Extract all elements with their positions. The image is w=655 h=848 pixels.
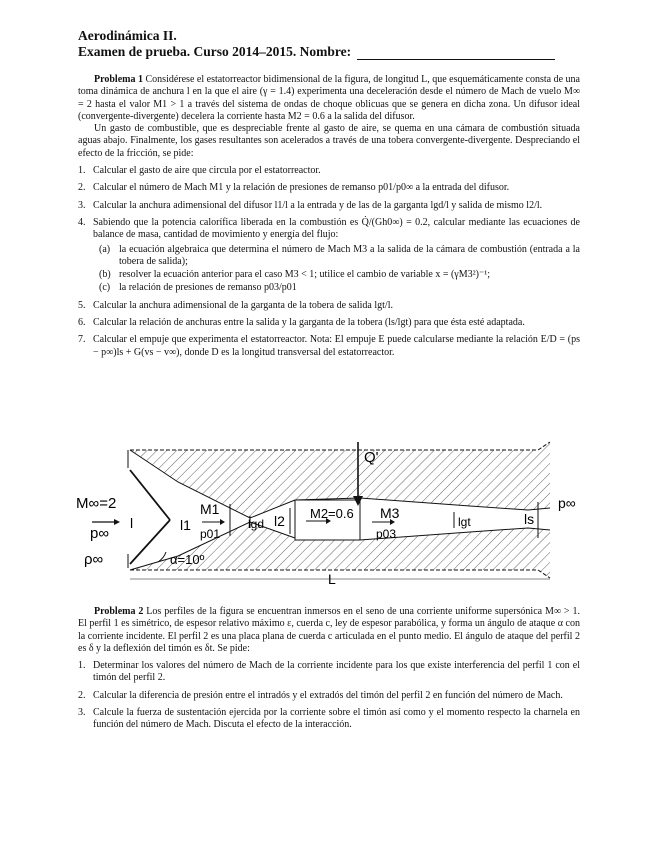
label-p-out: p∞: [558, 495, 576, 511]
question-text: Calcular la anchura adimensional de la garganta de la tobera de salida lgt/l.: [93, 299, 393, 311]
problem-1-intro2: Un gasto de combustible, que es despreciable frente al gasto de aire, se quema en una cámara de combustión situada aguas abajo. Finalmente, los gases resultantes son acelerados a través de una tobera convergente-divergente. Despreciando el efecto de la fricción, se pide:: [78, 123, 580, 159]
question-number: 6.: [78, 317, 86, 329]
problem-1: [78, 74, 580, 359]
sub-question-marker: (b): [99, 269, 111, 281]
question-text: Calcular la relación de anchuras entre la salida y la garganta de la tobera (ls/lgt) para que ésta esté adaptada.: [93, 317, 525, 329]
question-item: [78, 707, 580, 732]
oblique-shock-upper-2: [130, 520, 170, 564]
label-length: L: [328, 571, 336, 587]
sub-question-marker: (a): [99, 243, 111, 255]
label-q: Q': [364, 449, 379, 466]
question-number: 2.: [78, 182, 86, 194]
exam-header: [78, 28, 580, 60]
label-lgd: lgd: [248, 517, 265, 531]
ramjet-figure: [70, 438, 590, 588]
sub-question-text: la ecuación algebraica que determina el número de Mach M3 a la salida de la cámara de combustión (entrada a la tobera de salida);: [119, 243, 580, 267]
flow-arrow-diffuser-head: [220, 519, 225, 525]
exam-subtitle: Examen de prueba. Curso 2014–2015. Nombre:: [78, 44, 352, 59]
sub-question-text: la relación de presiones de remanso p03/p01: [119, 282, 297, 294]
question-number: 7.: [78, 334, 86, 346]
question-item: [78, 217, 580, 295]
label-ls: ls: [524, 511, 535, 527]
sub-question-item: [93, 269, 580, 281]
sub-question-item: [93, 282, 580, 294]
sub-questions: [93, 244, 580, 295]
problem-1-label: Problema 1: [94, 74, 143, 85]
problem-2-questions: [78, 660, 580, 731]
question-item: [78, 165, 580, 177]
question-text: Calcular el gasto de aire que circula por el estatorreactor.: [93, 165, 321, 177]
problem-2: [78, 606, 580, 732]
question-number: 3.: [78, 199, 86, 211]
problem-2-intro: [78, 606, 580, 655]
question-item: [78, 690, 580, 702]
sub-question-marker: (c): [99, 282, 111, 294]
label-rho-inf: ρ∞: [84, 551, 104, 568]
lower-wall-outline: [130, 570, 550, 578]
label-lgt: lgt: [458, 515, 471, 529]
label-p03: p03: [376, 527, 397, 541]
sub-question-text: resolver la ecuación anterior para el caso M3 < 1; utilice el cambio de variable x = (γM3²)⁻¹;: [119, 269, 490, 281]
label-p01: p01: [200, 527, 221, 541]
exam-page: [78, 28, 580, 359]
question-text: Calcular la diferencia de presión entre el intradós y el extradós del timón del perfil 2 en función del número de Mach.: [93, 689, 563, 701]
problem-1-questions: [78, 165, 580, 359]
question-number: 5.: [78, 299, 86, 311]
question-item: [78, 300, 580, 312]
question-item: [78, 334, 580, 359]
label-m2: M2=0.6: [310, 506, 354, 521]
flow-arrow-inlet-head: [114, 519, 120, 525]
problem-2-statement: Los perfiles de la figura se encuentran inmersos en el seno de una corriente uniforme supersónica M∞ > 1. El perfil 1 es simétrico, de espesor relativo máximo ε, cuerda c, ley de espesor parabólica, y forma un ángulo de ataque α con la corriente incidente. El perfil 2 es una placa plana de cuerda c articulada en el punto medio. El ángulo de ataque del perfil 2 es δ y la deflexión del timón es δt. Se pide:: [78, 606, 580, 654]
course-title: Aerodinámica II.: [78, 28, 177, 43]
question-text: Determinar los valores del número de Mach de la corriente incidente para los que existe interferencia del perfil 1 con el timón del perfil 2.: [93, 660, 580, 684]
label-m1: M1: [200, 501, 220, 517]
question-text: Calcular el número de Mach M1 y la relación de presiones de remanso p01/p0∞ a la entrada del difusor.: [93, 182, 510, 194]
question-number: 4.: [78, 216, 86, 228]
question-number: 1.: [78, 660, 86, 672]
question-item: [78, 317, 580, 329]
label-m3: M3: [380, 505, 400, 521]
label-alpha: α=10º: [170, 552, 205, 567]
problem-1-statement: Considérese el estatorreactor bidimensional de la figura, de longitud L, que esquemáticamente consta de una toma dinámica de anchura l en la que el aire (γ = 1.4) experimenta una deceleración desde el número de Mach de vuelo M∞ = 2 hasta el valor M1 > 1 a través del sistema de ondas de choque oblicuas que se genera en dicha zona. Un difusor ideal (convergente-divergente) decelera la corriente hasta M2 = 0.6 a la salida del difusor.: [78, 74, 580, 122]
label-p-inf: p∞: [90, 525, 110, 542]
question-text: Calcule la fuerza de sustentación ejercida por la corriente sobre el timón así como y el momento respecto la charnela en función del número de Mach. Discuta el efecto de la interacción.: [93, 707, 580, 731]
ramjet-diagram: [70, 438, 590, 588]
label-l: l: [130, 515, 134, 531]
label-m-inf: M∞=2: [76, 495, 117, 512]
label-l2: l2: [274, 513, 285, 529]
question-text: Sabiendo que la potencia calorífica liberada en la combustión es Q̇/(Gh0∞) = 0.2, calcular mediante las ecuaciones de balance de masa, cantidad de movimiento y energía del flujo:: [93, 216, 580, 241]
question-text: Calcular la anchura adimensional del difusor l1/l a la entrada y de las de la garganta lgd/l y salida de mismo l2/l.: [93, 199, 543, 211]
upper-wall-outline: [130, 442, 550, 450]
question-text: Calcular el empuje que experimenta el estatorreactor. Nota: El empuje E puede calcularse mediante la relación E/D = (ps − p∞)ls + G(vs − v∞), donde D es la longitud transversal del estatorreactor.: [93, 334, 580, 358]
sub-question-item: [93, 244, 580, 269]
name-blank-line: [357, 59, 555, 60]
problem-1-intro: [78, 74, 580, 123]
question-number: 1.: [78, 165, 86, 177]
question-number: 3.: [78, 707, 86, 719]
oblique-shock-upper: [130, 470, 170, 520]
question-item: [78, 660, 580, 685]
question-item: [78, 200, 580, 212]
problem-2-label: Problema 2: [94, 606, 144, 617]
question-number: 2.: [78, 689, 86, 701]
label-l1: l1: [180, 517, 191, 533]
question-item: [78, 182, 580, 194]
